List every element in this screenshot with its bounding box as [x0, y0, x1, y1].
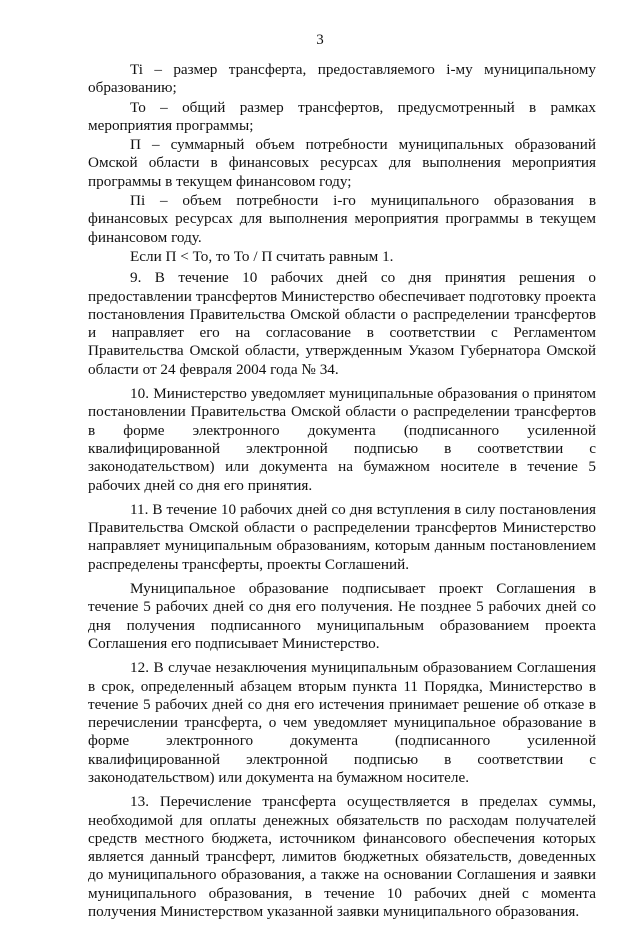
paragraph-p-definition: П – суммарный объем потребности муниципальных образований Омской области в финансовых ресурсах для выполнения мероприятия программы в текущем финансовом году; [88, 136, 596, 190]
paragraph-item-9: 9. В течение 10 рабочих дней со дня принятия решения о предоставлении трансфертов Министерство обеспечивает подготовку проекта постановления Правительства Омской области о распределении трансфертов и направляет его на согласование в соответствии с Регламентом Правительства Омской области, утвержденным Указом Губернатора Омской области от 24 февраля 2004 года № 34. [88, 269, 596, 378]
paragraph-to-definition: To – общий размер трансфертов, предусмотренный в рамках мероприятия программы; [88, 98, 596, 134]
paragraph-pi-definition: Пi – объем потребности i-го муниципального образования в финансовых ресурсах для выполнения мероприятия программы в текущем финансовом году. [88, 192, 596, 246]
paragraph-item-11-second: Муниципальное образование подписывает проект Соглашения в течение 5 рабочих дней со дня его получения. Не позднее 5 рабочих дней со дня получения подписанного муниципальным образованием проекта Соглашения его подписывает Министерство. [88, 580, 596, 652]
paragraph-item-13: 13. Перечисление трансферта осуществляется в пределах суммы, необходимой для оплаты денежных обязательств по расходам получателей средств местного бюджета, источником финансового обеспечения которых является данный трансферт, лимитов бюджетных обязательств, доведенных до муниципального образования, а также на основании Соглашения и заявки муниципального образования, в течение 10 рабочих дней с момента получения Министерством указанной заявки муниципального образования. [88, 793, 596, 921]
paragraph-condition: Если П < То, то То / П считать равным 1. [130, 247, 394, 265]
document-body [88, 61, 596, 927]
page-number: 3 [316, 32, 324, 48]
paragraph-item-10: 10. Министерство уведомляет муниципальные образования о принятом постановлении Правительства Омской области о распределении трансфертов в форме электронного документа (подписанного усиленной квалифицированной электронной подписью в соответствии с законодательством) или документа на бумажном носителе в течение 5 рабочих дней со дня его принятия. [88, 385, 596, 494]
paragraph-item-11: 11. В течение 10 рабочих дней со дня вступления в силу постановления Правительства Омской области о распределении трансфертов Министерство направляет муниципальным образованиям, которым данным постановлением распределены трансферты, проекты Соглашений. [88, 500, 596, 573]
paragraph-ti-definition: Ti – размер трансферта, предоставляемого i-му муниципальному образованию; [88, 61, 596, 97]
paragraph-item-12: 12. В случае незаключения муниципальным образованием Соглашения в срок, определенный абзацем вторым пункта 11 Порядка, Министерство в течение 5 рабочих дней со дня его истечения принимает решение об отказе в перечислении трансферта, о чем уведомляет муниципальное образование в форме электронного документа (подписанного усиленной квалифицированной электронной подписью в соответствии с законодательством) или документа на бумажном носителе. [88, 659, 596, 786]
